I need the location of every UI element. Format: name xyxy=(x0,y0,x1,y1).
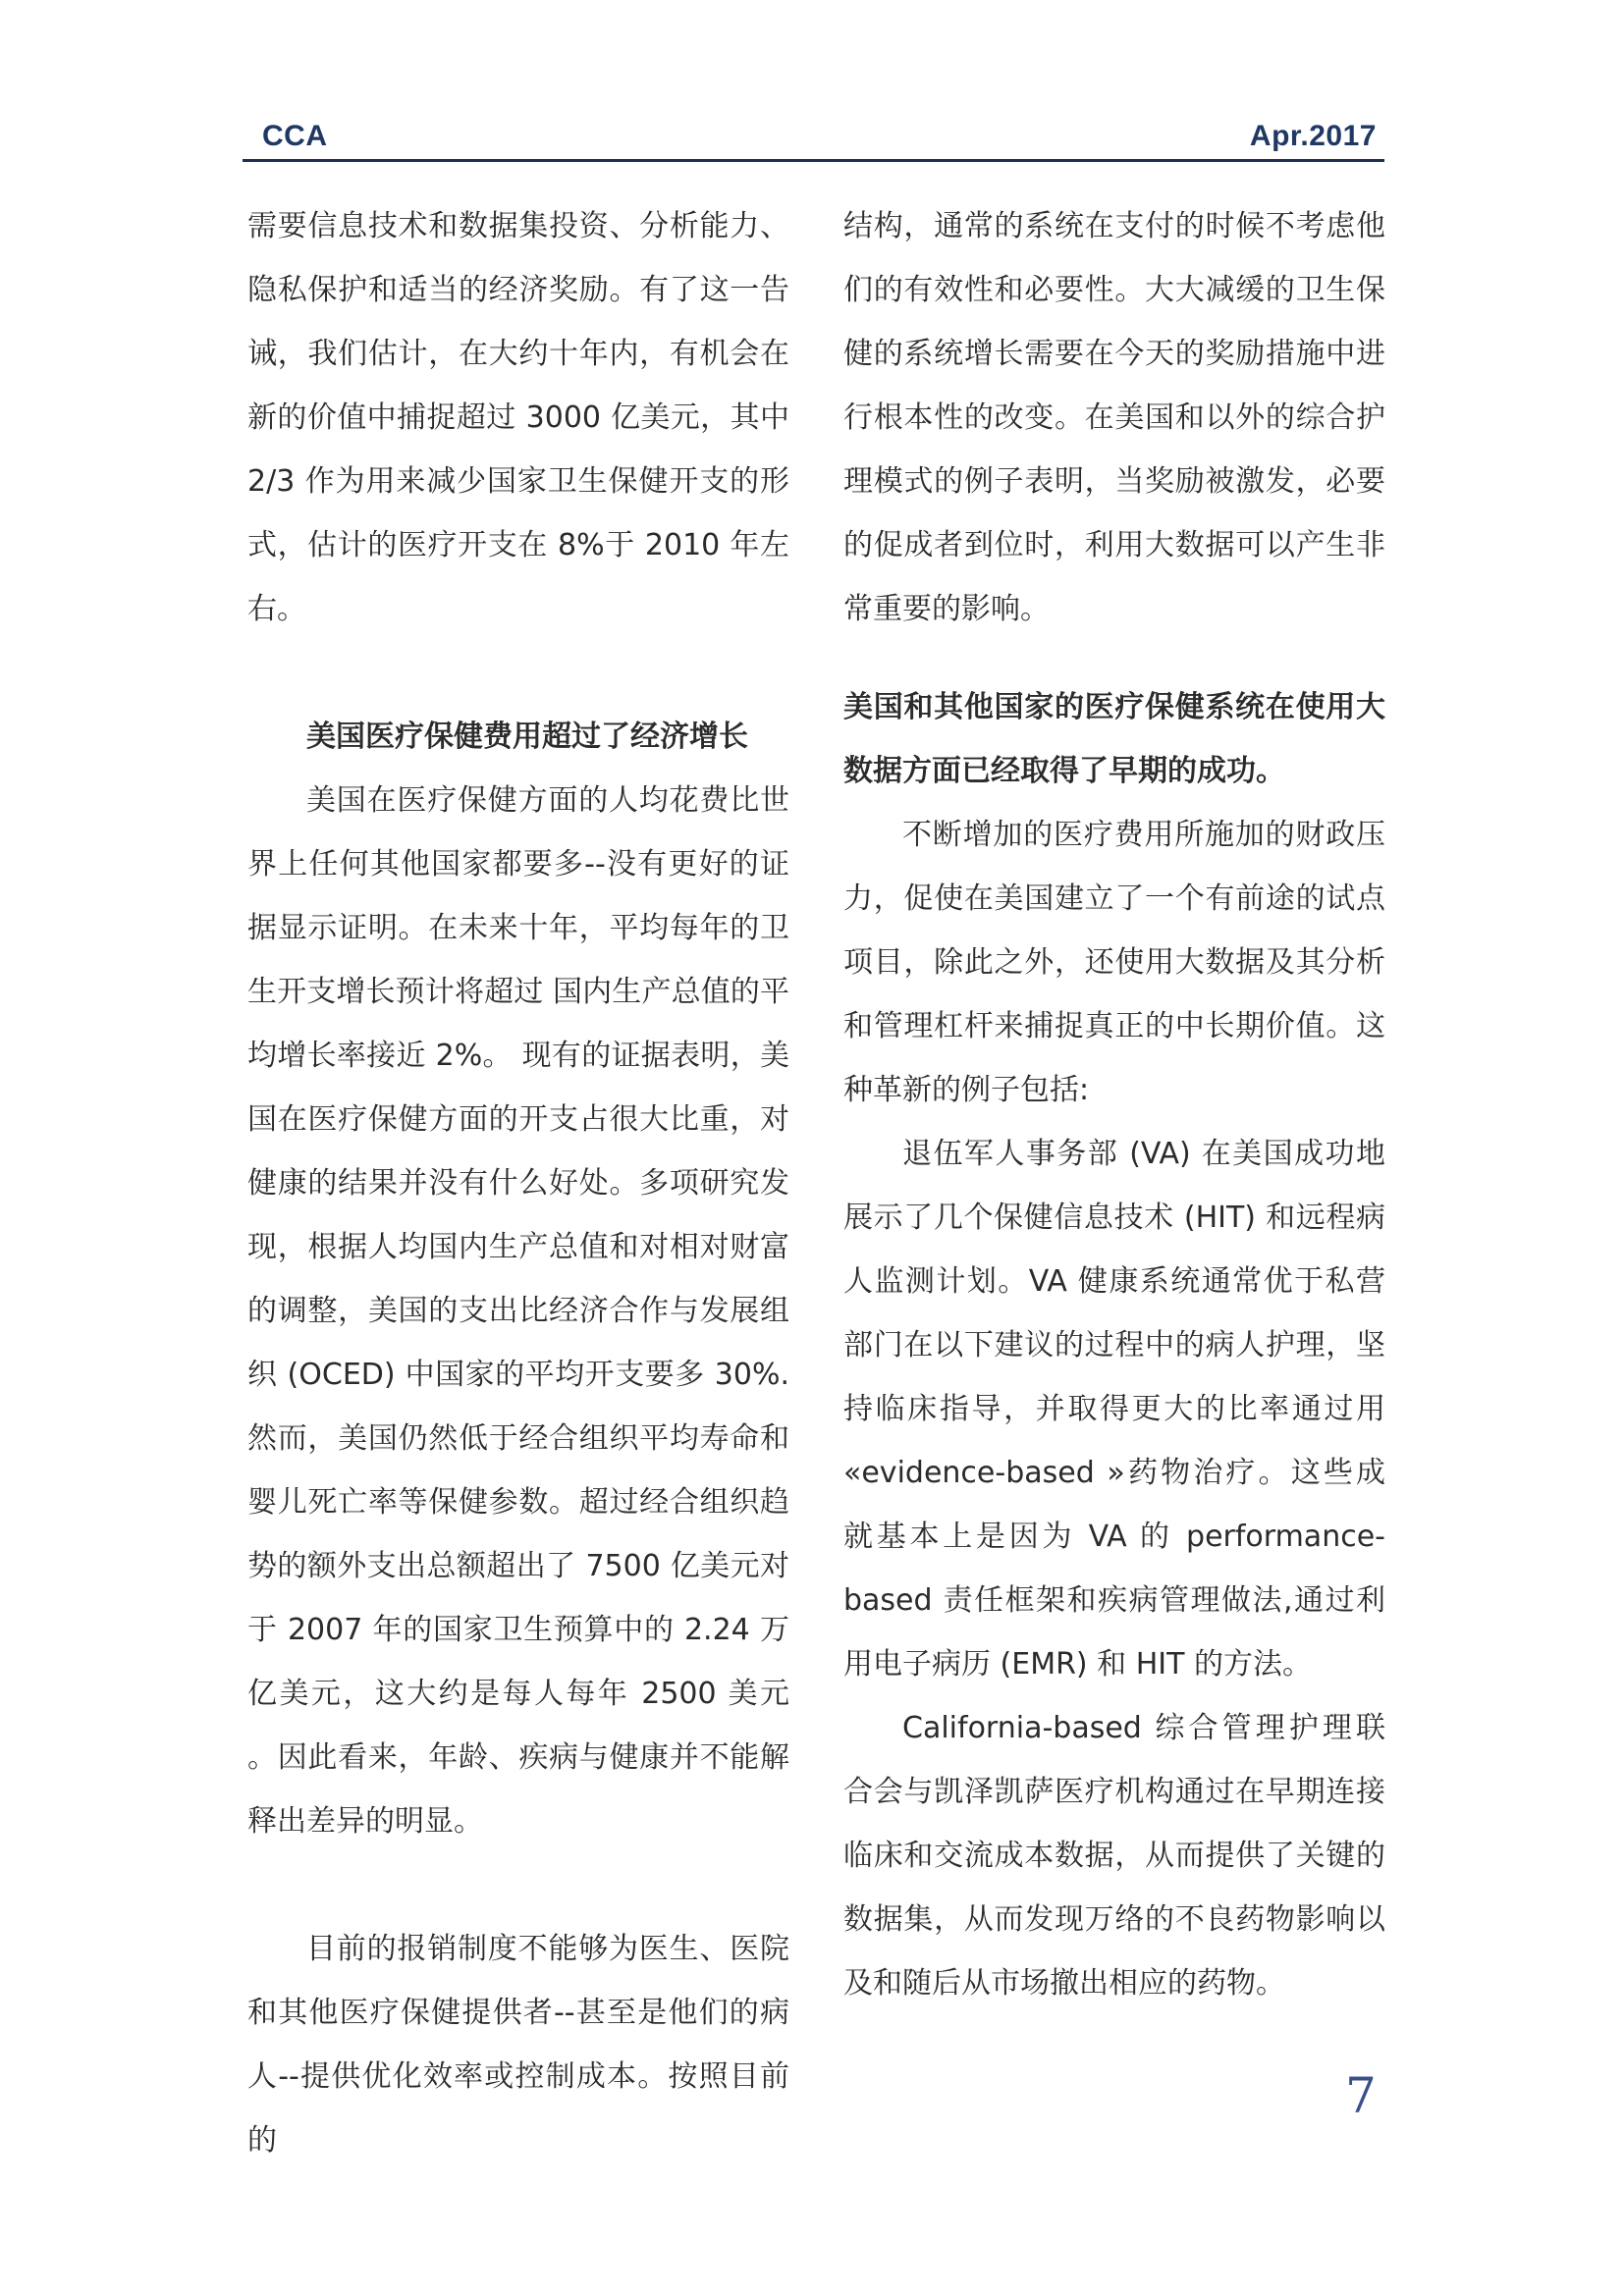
left-column xyxy=(247,194,789,2172)
section-heading: 美国医疗保健费用超过了经济增长 xyxy=(306,720,748,754)
spacer xyxy=(843,641,1385,675)
section-heading: 美国和其他国家的医疗保健系统在使用大数据方面已经取得了早期的成功。 xyxy=(843,690,1385,788)
paragraph-continued: 需要信息技术和数据集投资、分析能力、隐私保护和适当的经济奖励。有了这一告诫，我们估计，在大约十年内，有机会在新的价值中捕捉超过 3000 亿美元，其中 2/3 作为用来减少国家卫生保健开支的形式，估计的医疗开支在 8%于 2010 年左右。 xyxy=(247,209,789,626)
paragraph-continued: 结构，通常的系统在支付的时候不考虑他们的有效性和必要性。大大减缓的卫生保健的系统增长需要在今天的奖励措施中进行根本性的改变。在美国和以外的综合护理模式的例子表明，当奖励被激发，必要的促成者到位时，利用大数据可以产生非常重要的影响。 xyxy=(843,209,1385,626)
page-header xyxy=(243,116,1384,162)
issue-date: Apr.2017 xyxy=(1249,120,1377,152)
paragraph: 美国在医疗保健方面的人均花费比世界上任何其他国家都要多--没有更好的证据显示证明。在未来十年，平均每年的卫生开支增长预计将超过 国内生产总值的平均增长率接近 2%。 现有的证据表明，美国在医疗保健方面的开支占很大比重，对健康的结果并没有什么好处。多项研究发现，根据人均国内生产总值和对相对财富的调整，美国的支出比经济合作与发展组织 (OCED) 中国家的平均开支要多 30%. 然而，美国仍然低于经合组织平均寿命和婴儿死亡率等保健参数。超过经合组织趋势的额外支出总额超出了 7500 亿美元对于 2007 年的国家卫生预算中的 2.24 万亿美元，这大约是每人每年 2500 美元 。因此看来，年龄、疾病与健康并不能解释出差异的明显。 xyxy=(247,783,789,1839)
paragraph: 不断增加的医疗费用所施加的财政压力，促使在美国建立了一个有前途的试点项目，除此之外，还使用大数据及其分析和管理杠杆来捕捉真正的中长期价值。这种革新的例子包括: xyxy=(843,818,1385,1107)
journal-name: CCA xyxy=(262,120,328,152)
spacer xyxy=(247,1853,789,1917)
right-column xyxy=(843,194,1385,2015)
paragraph: 退伍军人事务部 (VA) 在美国成功地展示了几个保健信息技术 (HIT) 和远程病人监测计划。VA 健康系统通常优于私营部门在以下建议的过程中的病人护理，坚持临床指导，并取得更大的比率通过用 «evidence-based »药物治疗。这些成就基本上是因为 VA 的 performance-based 责任框架和疾病管理做法,通过利用电子病历 (EMR) 和 HIT 的方法。 xyxy=(843,1137,1385,1682)
page-number: 7 xyxy=(1345,2067,1377,2124)
paragraph: California-based 综合管理护理联合会与凯泽凯萨医疗机构通过在早期连接临床和交流成本数据，从而提供了关键的数据集，从而发现万络的不良药物影响以及和随后从市场撤出相应的药物。 xyxy=(843,1711,1385,2001)
spacer xyxy=(247,641,789,705)
paragraph: 目前的报销制度不能够为医生、医院和其他医疗保健提供者--甚至是他们的病人--提供优化效率或控制成本。按照目前的 xyxy=(247,1932,789,2158)
